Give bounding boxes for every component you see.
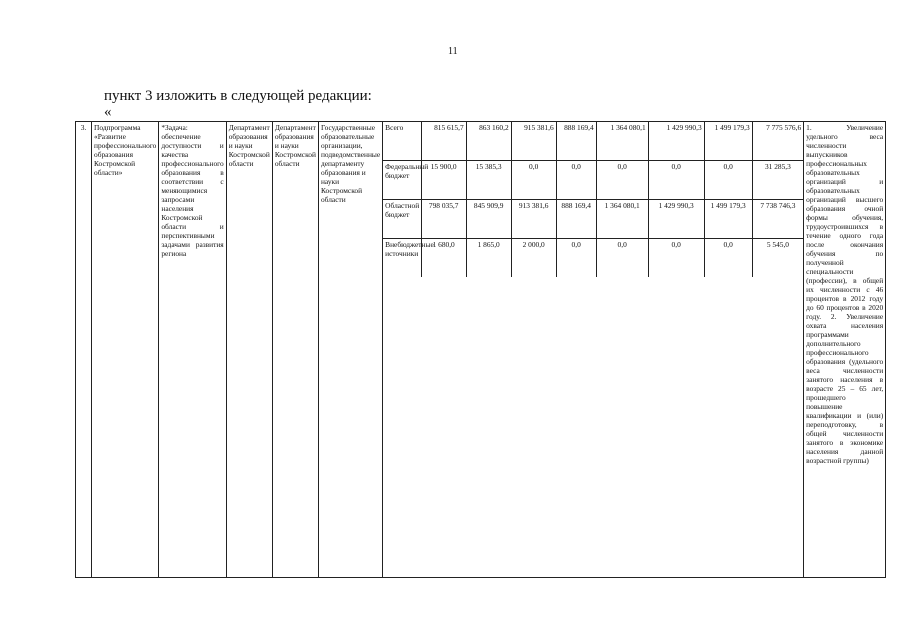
funding-value: 1 499 179,3	[704, 122, 752, 161]
funding-value: 915 381,6	[511, 122, 556, 161]
funding-value: 1 364 080,1	[596, 122, 648, 161]
funding-row-federal	[383, 161, 803, 200]
funding-value: 863 160,2	[466, 122, 511, 161]
task-cell: *Задача: обеспечение доступности и качества профессионального образования в соответствии с меняющимися запросами населения Костромской области и перспективными задачами развития региона	[159, 122, 226, 578]
funding-table	[383, 122, 803, 277]
funding-value: 845 909,9	[466, 200, 511, 239]
funding-value: 15 385,3	[466, 161, 511, 200]
funding-value: 888 169,4	[556, 122, 596, 161]
funds-recipients: Государственные образовательные организации, подведомственные департаменту образования и науки Костромской области	[318, 122, 382, 578]
subprogram-table	[75, 121, 886, 578]
funding-cell	[383, 122, 804, 578]
funding-value: 7 738 746,3	[752, 200, 803, 239]
funding-value: 5 545,0	[752, 239, 803, 278]
expected-results: 1. Увеличение удельного веса численности выпускников профессиональных образовательных организаций и образовательных организаций высшего образования очной формы обучения, трудоустроившихся в течение одного года после окончания обучения по полученной специальности (профессии), в общей их численности с 46 процентов в 2012 году до 60 процентов в 2020 году. 2. Увеличение охвата населения программами дополнительного профессионального образования (удельного веса численности занятого населения в возрасте 25 – 65 лет, прошедшего повышение квалификации и (или) переподготовку, в общей численности занятого в экономике населения данной возрастной группы)	[804, 122, 886, 578]
funding-value: 1 364 080,1	[596, 200, 648, 239]
funding-value: 1 499 179,3	[704, 200, 752, 239]
funding-value: 2 000,0	[511, 239, 556, 278]
funding-value: 31 285,3	[752, 161, 803, 200]
funding-value: 15 900,0	[421, 161, 466, 200]
opening-quote: «	[104, 104, 112, 120]
page-number: 11	[448, 46, 458, 57]
funding-spacer	[383, 277, 803, 577]
funding-value: 0,0	[596, 239, 648, 278]
co-executor: Департамент образования и науки Костромской области	[272, 122, 318, 578]
funding-value: 0,0	[704, 161, 752, 200]
funding-value: 1 429 990,3	[648, 200, 704, 239]
funding-value: 0,0	[704, 239, 752, 278]
table-row	[76, 122, 886, 578]
funding-row-total	[383, 122, 803, 161]
funding-value: 0,0	[596, 161, 648, 200]
funding-source: Областной бюджет	[383, 200, 421, 239]
funding-row-extrabudget	[383, 239, 803, 278]
funding-value: 0,0	[511, 161, 556, 200]
funding-value: 0,0	[648, 161, 704, 200]
funding-value: 0,0	[648, 239, 704, 278]
funding-value: 1 680,0	[421, 239, 466, 278]
funding-value: 0,0	[556, 239, 596, 278]
funding-value: 1 429 990,3	[648, 122, 704, 161]
funding-source: Федеральный бюджет	[383, 161, 421, 200]
funding-value: 798 035,7	[421, 200, 466, 239]
funding-row-regional	[383, 200, 803, 239]
funding-value: 913 381,6	[511, 200, 556, 239]
funding-value: 888 169,4	[556, 200, 596, 239]
funding-value: 0,0	[556, 161, 596, 200]
subprogram-name: Подпрограмма «Развитие профессионального образования Костромской области»	[92, 122, 159, 578]
funding-value: 815 615,7	[421, 122, 466, 161]
funding-value: 7 775 576,6	[766, 123, 802, 132]
funding-value: 1 865,0	[466, 239, 511, 278]
section-heading: пункт 3 изложить в следующей редакции:	[104, 88, 372, 104]
funding-source: Всего	[383, 122, 421, 161]
funding-source: Внебюджетные источники	[383, 239, 421, 278]
row-number: 3.	[76, 122, 92, 578]
responsible-executor: Департамент образования и науки Костромской области	[226, 122, 272, 578]
